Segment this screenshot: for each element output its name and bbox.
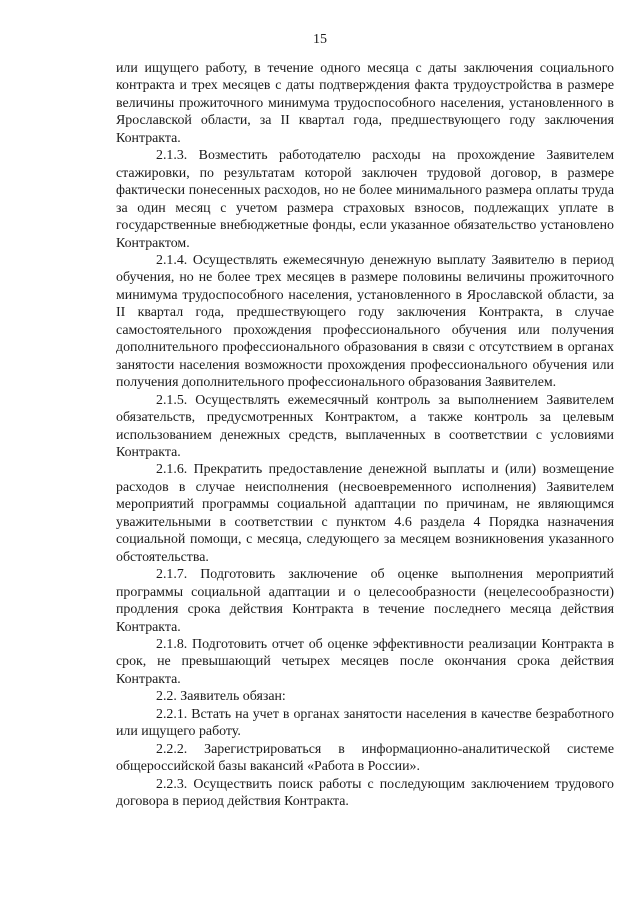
paragraph-2-1-8: 2.1.8. Подготовить отчет об оценке эффективности реализации Контракта в срок, не превышающий четырех месяцев после окончания срока действия Контракта. (116, 636, 614, 687)
paragraph-2-2-3: 2.2.3. Осуществить поиск работы с последующим заключением трудового договора в период действия Контракта. (116, 776, 614, 810)
paragraph-2-2-1: 2.2.1. Встать на учет в органах занятости населения в качестве безработного или ищущего работу. (116, 706, 614, 740)
paragraph-2-2: 2.2. Заявитель обязан: (156, 689, 286, 705)
paragraph-2-1-3: 2.1.3. Возместить работодателю расходы на прохождение Заявителем стажировки, по результатам которой заключен трудовой договор, в размере фактически понесенных расходов, но не более минимального размера оплаты труда за один месяц с учетом размера страховых взносов, подлежащих уплате в государственные внебюджетные фонды, если указанное обязательство установлено Контрактом. (116, 148, 614, 251)
paragraph-continuation: или ищущего работу, в течение одного месяца с даты заключения социального контракта и трех месяцев с даты подтверждения факта трудоустройства в размере величины прожиточного минимума трудоспособного населения, установленного в Ярославской области, за II квартал года, предшествующего году заключения Контракта. (116, 61, 614, 146)
paragraph-2-2-2: 2.2.2. Зарегистрироваться в информационно-аналитической системе общероссийской базы вакансий «Работа в России». (116, 741, 614, 775)
page-number: 15 (313, 32, 327, 47)
paragraph-2-1-5: 2.1.5. Осуществлять ежемесячный контроль за выполнением Заявителем обязательств, предусмотренных Контрактом, а также контроль за целевым использованием денежных средств, выплаченных в соответствии с условиями Контракта. (116, 392, 614, 460)
paragraph-2-1-6: 2.1.6. Прекратить предоставление денежной выплаты и (или) возмещение расходов в случае неисполнения (несвоевременного исполнения) Заявителем мероприятий программы социальной адаптации по причинам, не являющимся уважительными в соответствии с пунктом 4.6 раздела 4 Порядка назначения социальной помощи, с месяца, следующего за месяцем возникновения указанного обстоятельства. (116, 462, 614, 565)
paragraph-2-1-7: 2.1.7. Подготовить заключение об оценке выполнения мероприятий программы социальной адаптации и о целесообразности (нецелесообразности) продления срока действия Контракта в течение последнего месяца действия Контракта. (116, 567, 614, 635)
paragraph-2-1-4: 2.1.4. Осуществлять ежемесячную денежную выплату Заявителю в период обучения, но не более трех месяцев в размере половины величины прожиточного минимума трудоспособного населения, установленного в Ярославской области, за II квартал года, предшествующего году заключения Контракта, в случае самостоятельного прохождения профессионального обучения или получения дополнительного профессионального образования в связи с отсутствием в органах занятости населения возможности прохождения профессионального обучения или получения дополнительного профессионального образования Заявителем. (116, 252, 614, 391)
document-body (116, 60, 614, 810)
